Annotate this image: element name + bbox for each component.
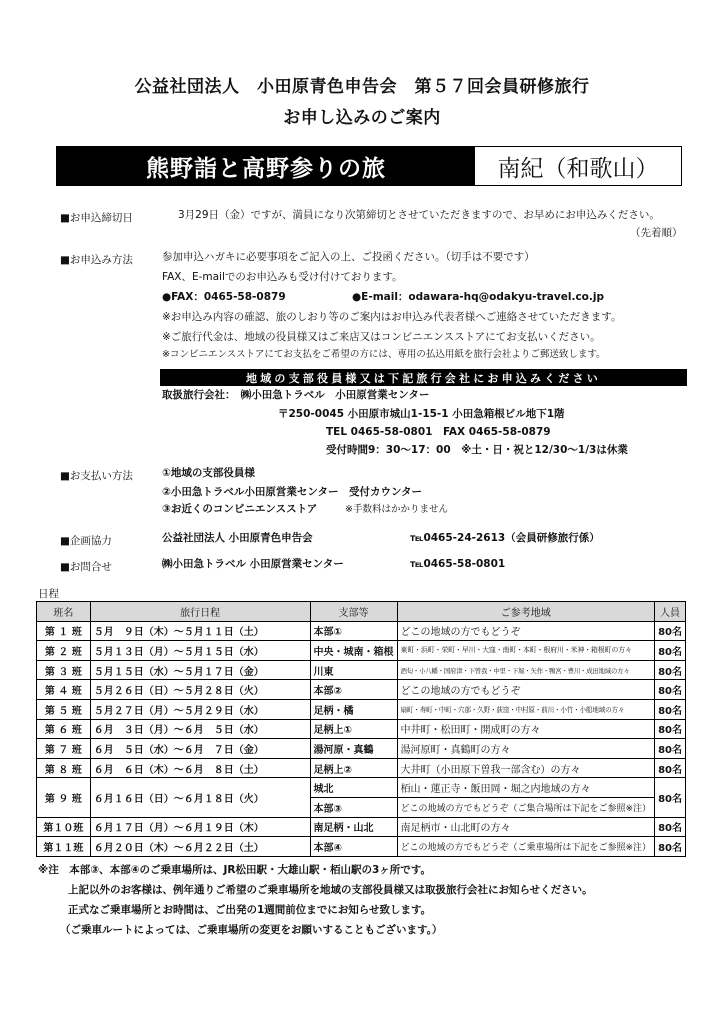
header-branch: 支部等 [310,602,397,622]
table-row [37,660,686,680]
agency-hours: 受付時間9：30～17：00 ※土・日・祝と12/30～1/3は休業 [326,444,628,456]
schedule-table [36,601,686,857]
date-cell: ５月 ９日（木）～５月１１日（土） [90,621,310,641]
cooperation-org: 公益社団法人 小田原青色申告会 [162,532,313,544]
capacity-cell: 80名 [655,739,686,759]
han-cell: 第 ４ 班 [37,680,91,700]
branch-cell: 城北 [310,778,397,798]
branch-cell: 本部② [310,680,397,700]
area-cell: 扇町・寿町・中町・穴部・久野・荻窪・中村原・前川・小竹・小船地域の方々 [397,699,655,719]
han-cell: 第 ７ 班 [37,739,91,759]
payment-option-3: ③お近くのコンビニエンスストア [162,503,318,515]
han-cell: 第１０班 [37,817,91,837]
footer-note-3: 正式なご乗車場所とお時間は、ご出発の1週間前位までにお知らせ致します。 [68,904,432,916]
header-han: 班名 [37,602,91,622]
schedule-header-row [37,602,686,622]
branch-cell: 足柄上② [310,758,397,778]
cooperation-tel: ℡0465-24-2613（会員研修旅行係） [410,532,600,544]
capacity-cell: 80名 [655,758,686,778]
date-cell: ６月１７日（月）～６月１９日（木） [90,817,310,837]
email-address: ●E-mail：odawara-hq@odakyu-travel.co.jp [352,291,604,303]
header-capacity: 人員 [655,602,686,622]
date-cell: ６月２０日（木）～６月２２日（土） [90,837,310,857]
area-cell: 大井町（小田原下曽我一部含む）の方々 [397,758,655,778]
header-date: 旅行日程 [90,602,310,622]
document-title: 公益社団法人 小田原青色申告会 第５７回会員研修旅行 [134,77,590,97]
capacity-cell: 80名 [655,641,686,661]
han-cell: 第 ８ 班 [37,758,91,778]
inquiry-org: ㈱小田急トラベル 小田原営業センター [162,558,344,570]
branch-cell: 川東 [310,660,397,680]
branch-cell: 中央・城南・箱根 [310,641,397,661]
branch-cell: 本部① [310,621,397,641]
method-label: ■お申込み方法 [60,254,133,266]
branch-cell: 足柄・橘 [310,699,397,719]
han-cell: 第 １ 班 [37,621,91,641]
date-cell: ６月 ３日（月）～６月 ５日（水） [90,719,310,739]
area-cell: 湯河原町・真鶴町の方々 [397,739,655,759]
payment-option-2: ②小田急トラベル小田原営業センター 受付カウンター [162,486,423,498]
date-cell: ５月１５日（水）～５月１７日（金） [90,660,310,680]
area-cell: どこの地域の方でもどうぞ [397,621,655,641]
table-row [37,719,686,739]
han-cell: 第 ６ 班 [37,719,91,739]
capacity-cell: 80名 [655,660,686,680]
cooperation-label: ■企画協力 [60,535,112,547]
notice-bar: 地域の支部役員様又は下記旅行会社にお申込みください [160,369,687,386]
footer-note-1: ※注 本部③、本部④のご乗車場所は、JR松田駅・大雄山駅・栢山駅の3ヶ所です。 [38,864,431,876]
date-cell: ６月１６日（日）～６月１８日（火） [90,778,310,817]
inquiry-tel: ℡0465-58-0801 [410,558,506,570]
date-cell: ６月 ６日（木）～６月 ８日（土） [90,758,310,778]
tour-region: 南紀（和歌山） [497,155,659,182]
deadline-text: 3月29日（金）ですが、満員になり次第締切とさせていただきますので、お早めにお申込みください。 [178,209,660,221]
area-cell: 栢山・蓮正寺・飯田岡・堀之内地域の方々 [397,778,655,798]
method-note2: ※ご旅行代金は、地域の役員様又はご来店又はコンビニエンスストアにてお支払いください。 [162,331,601,343]
han-cell: 第１１班 [37,837,91,857]
footer-note-2: 上記以外のお客様は、例年通りご希望のご乗車場所を地域の支部役員様又は取扱旅行会社にお知らせください。 [68,884,593,896]
document-subtitle: お申し込みのご案内 [283,108,441,128]
table-row [37,680,686,700]
payment-option-1: ①地域の支部役員様 [162,467,255,479]
inquiry-label: ■お問合せ [60,561,112,573]
branch-cell: 本部③ [310,797,397,817]
table-row [37,837,686,857]
method-note1: ※お申込み内容の確認、旅のしおり等のご案内はお申込み代表者様へご連絡させていただきます。 [162,311,622,323]
date-cell: ５月２７日（月）～５月２９日（水） [90,699,310,719]
agency-tel: TEL 0465-58-0801 FAX 0465-58-0879 [326,426,551,438]
table-row [37,699,686,719]
agency-address: 〒250-0045 小田原市城山1-15-1 小田急箱根ビル地下1階 [278,408,565,420]
date-cell: ５月２６日（日）～５月２８日（火） [90,680,310,700]
capacity-cell: 80名 [655,621,686,641]
branch-cell: 南足柄・山北 [310,817,397,837]
method-line2: FAX、E-mailでのお申込みも受け付けております。 [162,271,403,283]
method-line1: 参加申込ハガキに必要事項をご記入の上、ご投函ください。（切手は不要です） [162,251,535,263]
capacity-cell: 80名 [655,699,686,719]
table-row [37,621,686,641]
capacity-cell: 80名 [655,778,686,817]
table-row [37,758,686,778]
method-note3: ※コンビニエンスストアにてお支払をご希望の方には、専用の払込用紙を旅行会社よりご郵送致します。 [162,349,606,360]
area-cell: どこの地域の方でもどうぞ（ご集合場所は下記をご参照※注） [397,797,655,817]
area-cell: 南足柄市・山北町の方々 [397,817,655,837]
branch-cell: 本部④ [310,837,397,857]
date-cell: ６月 ５日（水）～６月 ７日（金） [90,739,310,759]
fax-number: ●FAX：0465-58-0879 [162,291,286,303]
capacity-cell: 80名 [655,837,686,857]
table-row [37,778,686,798]
date-cell: ５月１３日（月）～５月１５日（水） [90,641,310,661]
han-cell: 第 ９ 班 [37,778,91,817]
footer-note-4: （ご乗車ルートによっては、ご乗車場所の変更をお願いすることもございます。） [60,924,443,936]
area-cell: 中井町・松田町・開成町の方々 [397,719,655,739]
header-area: ご参考地域 [397,602,655,622]
table-row [37,739,686,759]
payment-option-3-note: ※手数料はかかりません [345,504,448,515]
schedule-label: 日程 [38,588,59,600]
branch-cell: 湯河原・真鶴 [310,739,397,759]
table-row [37,817,686,837]
table-row [37,641,686,661]
deadline-label: ■お申込締切日 [60,212,133,224]
deadline-note: （先着順） [630,227,683,239]
han-cell: 第 ２ 班 [37,641,91,661]
area-cell: どこの地域の方でもどうぞ（ご乗車場所は下記をご参照※注） [397,837,655,857]
branch-cell: 足柄上① [310,719,397,739]
capacity-cell: 80名 [655,817,686,837]
han-cell: 第 ５ 班 [37,699,91,719]
payment-label: ■お支払い方法 [60,470,133,482]
capacity-cell: 80名 [655,719,686,739]
tour-banner [56,146,682,186]
capacity-cell: 80名 [655,680,686,700]
agency-name: 取扱旅行会社： ㈱小田急トラベル 小田原営業センター [162,389,430,401]
area-cell: 酒匂・小八幡・国府津・下曽我・中里・下堀・矢作・鴨宮・豊川・成田地域の方々 [397,660,655,680]
tour-name: 熊野詣と高野参りの旅 [57,147,475,185]
area-cell: どこの地域の方でもどうぞ [397,680,655,700]
han-cell: 第 ３ 班 [37,660,91,680]
area-cell: 東町・浜町・栄町・早川・大窪・南町・本町・根府川・米神・箱根町の方々 [397,641,655,661]
